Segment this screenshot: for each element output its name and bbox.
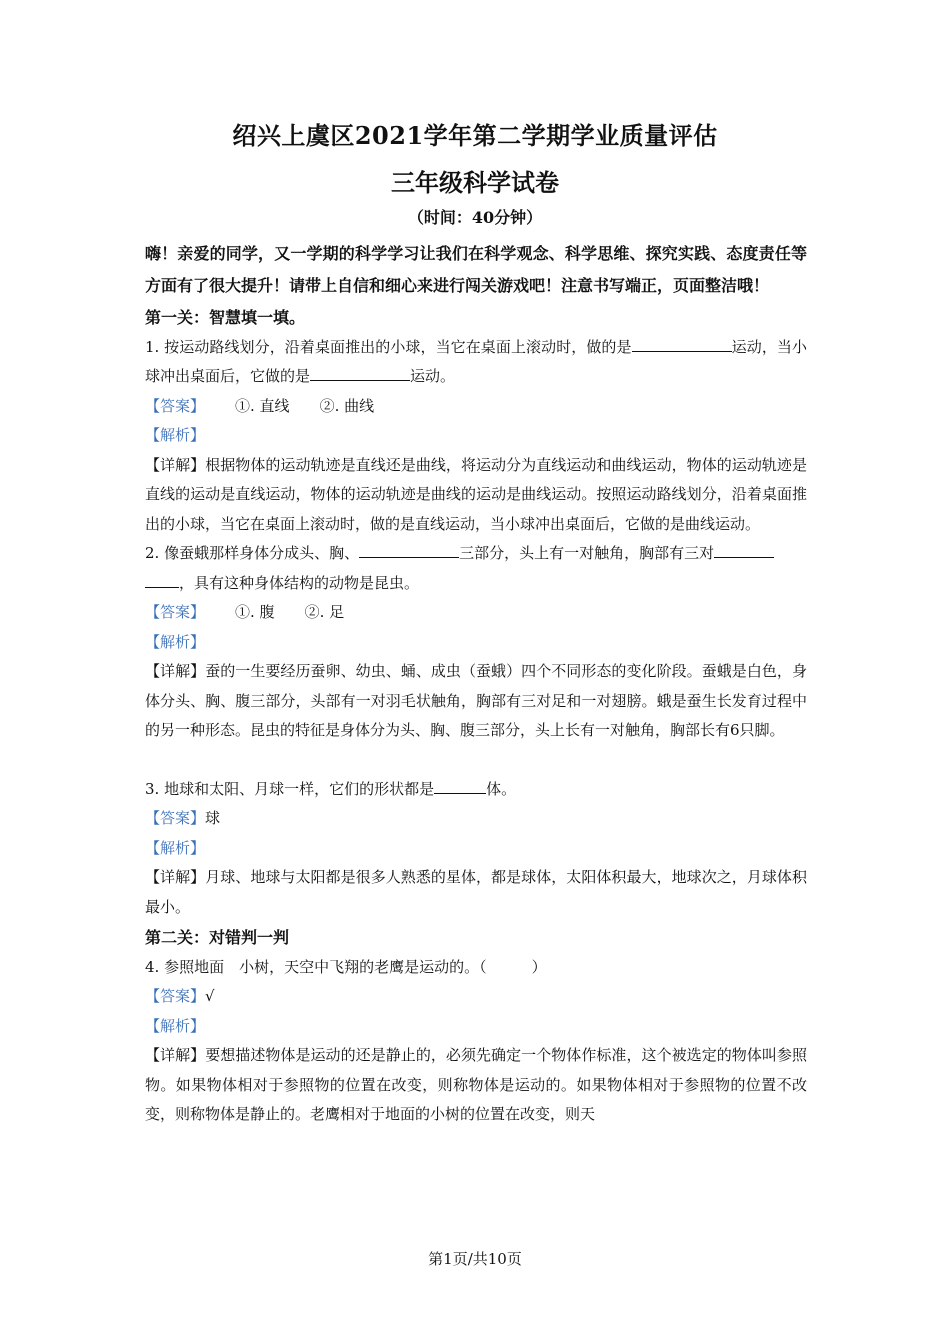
exam-time: （时间：40分钟） <box>407 208 543 227</box>
question-4-answer <box>145 982 807 1012</box>
answer-value: √ <box>205 987 215 1005</box>
question-3-detail <box>145 863 807 922</box>
question-4-detail <box>145 1041 807 1130</box>
answer-label: 【答案】 <box>145 396 206 415</box>
answer-value: ①. 腹 <box>235 603 275 621</box>
question-1-text-b: 运动，当小球冲出桌面后，它做的是 <box>145 337 807 385</box>
answer-blank <box>632 334 732 352</box>
detail-label: 【详解】 <box>145 455 206 474</box>
section-2-heading: 第二关：对错判一判 <box>145 928 290 947</box>
answer-value: 球 <box>205 809 221 827</box>
answer-value: ①. 直线 <box>235 396 290 415</box>
detail-text: 蚕的一生要经历蚕卵、幼虫、蛹、成虫（蚕蛾）四个不同形态的变化阶段。蚕蛾是白色，身体分头、胸、腹三部分，头部有一对羽毛状触角，胸部有三对足和一对翅膀。蛾是蚕生长发育过程中的另一种形态。昆虫的特征是身体分为头、胸、腹三部分，头上长有一对触角，胸部长有6只脚。 <box>145 662 807 739</box>
analysis-label: 【解析】 <box>145 632 206 651</box>
document-title: 绍兴上虞区2021学年第二学期学业质量评估 <box>232 121 718 150</box>
detail-label: 【详解】 <box>145 1046 206 1064</box>
question-1-detail <box>145 451 807 540</box>
answer-blank <box>714 540 774 558</box>
answer-blank <box>434 776 486 794</box>
answer-label: 【答案】 <box>145 603 206 621</box>
question-2-analysis <box>145 628 807 658</box>
question-3-text-b: 体。 <box>486 779 517 798</box>
intro-paragraph: 嗨！亲爱的同学，又一学期的科学学习让我们在科学观念、科学思维、探究实践、态度责任等方面有了很大提升！请带上自信和细心来进行闯关游戏吧！注意书写端正，页面整洁哦！ <box>145 244 807 295</box>
question-2 <box>145 539 807 598</box>
question-2-answer <box>145 598 807 628</box>
answer-value: ②. 足 <box>304 603 345 621</box>
question-2-detail <box>145 657 807 746</box>
answer-label: 【答案】 <box>145 809 206 827</box>
answer-blank <box>145 570 179 588</box>
question-3-answer <box>145 804 807 834</box>
question-1 <box>145 333 807 392</box>
question-1-answer <box>145 392 807 422</box>
answer-blank <box>359 540 459 558</box>
document-body <box>145 238 807 1130</box>
section-1-heading: 第一关：智慧填一填。 <box>145 308 306 327</box>
detail-text: 月球、地球与太阳都是很多人熟悉的星体，都是球体，太阳体积最大，地球次之，月球体积最小。 <box>145 868 807 916</box>
detail-label: 【详解】 <box>145 662 206 680</box>
question-2-text-c: ，具有这种身体结构的动物是昆虫。 <box>179 573 420 592</box>
question-1-analysis <box>145 421 807 451</box>
question-3-analysis <box>145 834 807 864</box>
answer-blank <box>310 363 410 381</box>
detail-text: 要想描述物体是运动的还是静止的，必须先确定一个物体作标准，这个被选定的物体叫参照物。如果物体相对于参照物的位置在改变，则称物体是运动的。如果物体相对于参照物的位置不改变，则称物体是静止的。老鹰相对于地面的小树的位置在改变，则天 <box>145 1046 807 1123</box>
question-3 <box>145 775 807 805</box>
detail-text: 根据物体的运动轨迹是直线还是曲线，将运动分为直线运动和曲线运动，物体的运动轨迹是直线的运动是直线运动，物体的运动轨迹是曲线的运动是曲线运动。按照运动路线划分，沿着桌面推出的小球，当它在桌面上滚动时，做的是直线运动，当小球冲出桌面后，它做的是曲线运动。 <box>145 455 807 533</box>
question-4: 4. 参照地面 小树，天空中飞翔的老鹰是运动的。（ ） <box>145 957 547 976</box>
analysis-label: 【解析】 <box>145 426 206 444</box>
question-4-analysis <box>145 1012 807 1042</box>
question-2-text-b: 三部分，头上有一对触角，胸部有三对 <box>459 544 715 562</box>
answer-value: ②. 曲线 <box>319 396 375 415</box>
detail-label: 【详解】 <box>145 868 206 886</box>
page-number: 第1页/共10页 <box>428 1250 522 1268</box>
question-2-text-a: 2. 像蚕蛾那样身体分成头、胸、 <box>145 544 360 562</box>
question-1-text-a: 1. 按运动路线划分，沿着桌面推出的小球，当它在桌面上滚动时，做的是 <box>145 337 632 356</box>
question-1-text-c: 运动。 <box>410 367 456 385</box>
answer-label: 【答案】 <box>145 987 206 1005</box>
question-3-text-a: 3. 地球和太阳、月球一样，它们的形状都是 <box>145 779 435 798</box>
analysis-label: 【解析】 <box>145 838 206 857</box>
document-subtitle: 三年级科学试卷 <box>391 168 559 197</box>
analysis-label: 【解析】 <box>145 1016 206 1035</box>
